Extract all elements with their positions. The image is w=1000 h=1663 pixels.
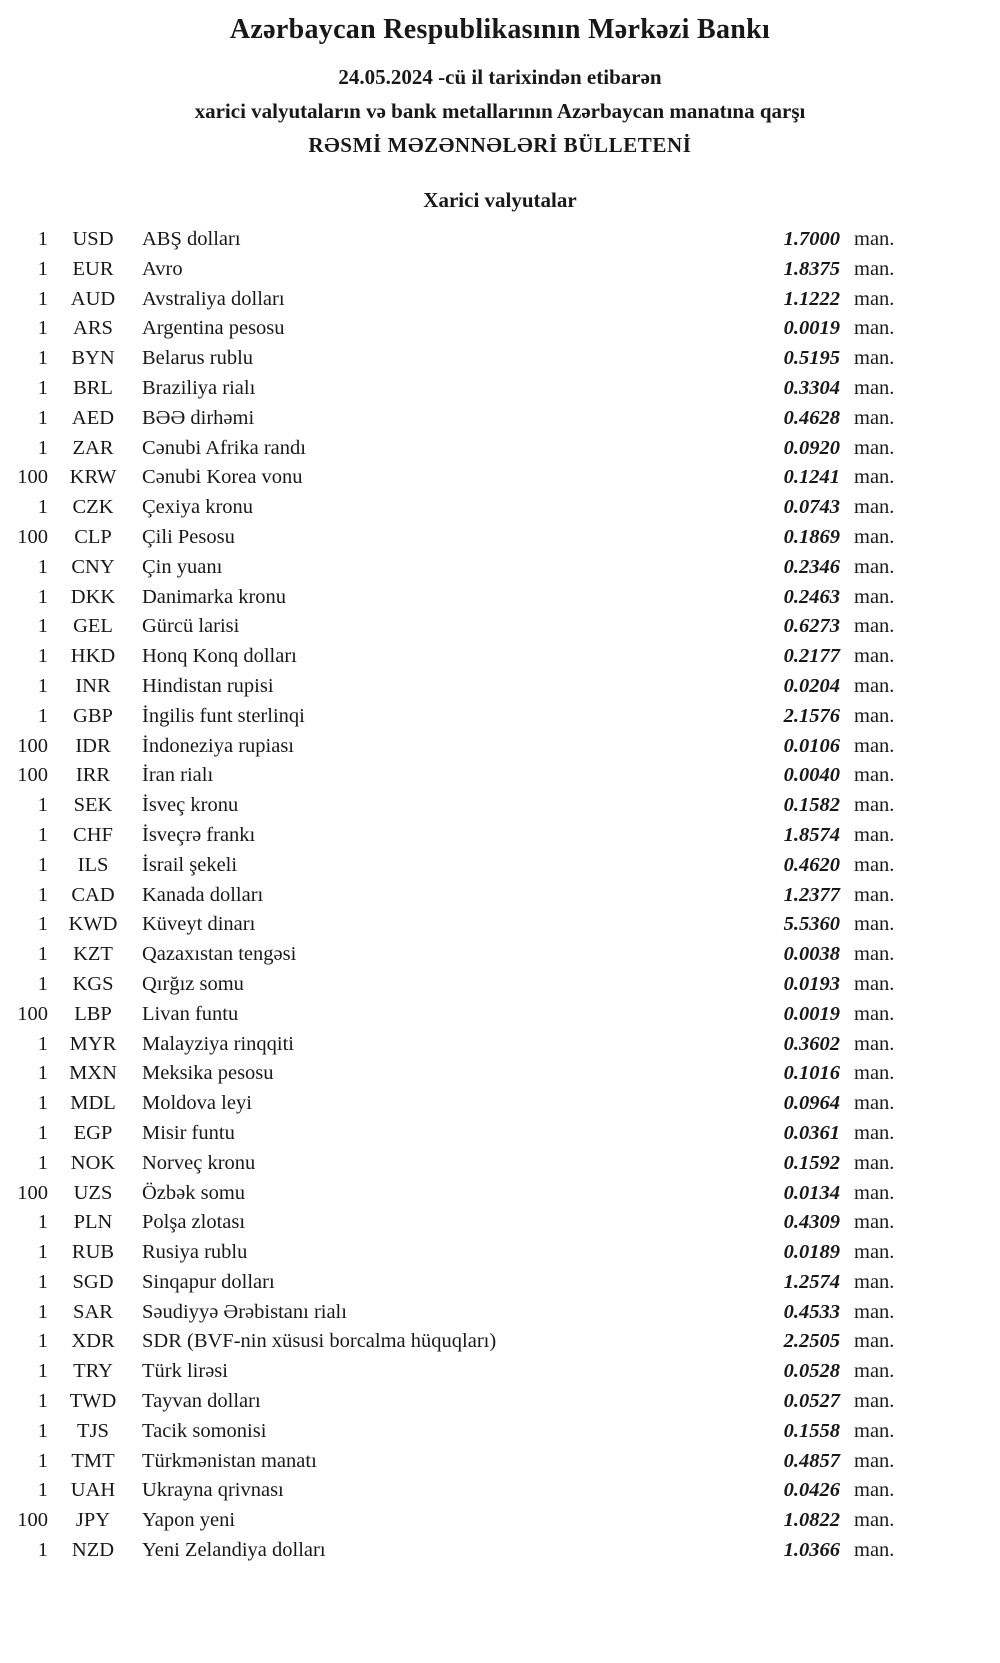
unit-label: man. [854,1062,895,1085]
currency-code: LBP [74,1002,112,1025]
rate-row [0,1417,910,1447]
unit-label: man. [854,913,895,936]
rate-value: 0.0528 [783,1360,840,1383]
subtitle: xarici valyutaların və bank metallarının Azərbaycan manatına qarşı [194,99,806,123]
rate-row [0,732,910,762]
currency-name: İsveçrə frankı [142,823,256,846]
currency-name: Gürcü larisi [142,615,240,638]
rate-value: 0.1582 [783,794,840,817]
currency-code: IDR [75,734,111,757]
currency-code: UAH [70,1479,116,1502]
rate-value: 0.6273 [783,615,840,638]
currency-quantity: 1 [37,913,48,936]
currency-code: KWD [68,913,118,936]
currency-quantity: 1 [37,1449,48,1472]
unit-label: man. [854,1241,895,1264]
rate-value: 0.0204 [783,674,840,697]
rate-value: 0.0040 [783,764,840,787]
unit-label: man. [854,585,895,608]
currency-quantity: 1 [37,1330,48,1353]
rate-value: 5.5360 [783,913,840,936]
unit-label: man. [854,1419,895,1442]
currency-name: Tayvan dolları [142,1390,261,1413]
rate-value: 0.4533 [783,1300,840,1323]
currency-code: IRR [75,764,111,787]
currency-name: Braziliya rialı [142,376,256,399]
currency-code: USD [72,228,114,250]
currency-quantity: 1 [37,615,48,638]
rate-row [0,612,910,642]
unit-label: man. [854,1539,895,1562]
rate-value: 0.2346 [783,555,840,578]
unit-label: man. [854,406,895,429]
rate-value: 0.1016 [783,1062,840,1085]
currency-code: XDR [71,1330,115,1353]
currency-name: Cənubi Korea vonu [142,466,303,489]
rate-value: 0.0964 [783,1092,840,1115]
unit-label: man. [854,1509,895,1532]
rate-row [0,434,910,464]
rate-value: 0.0920 [783,436,840,459]
currency-quantity: 1 [37,645,48,668]
currency-code: SEK [73,794,113,817]
rate-value: 1.1222 [783,287,840,310]
currency-code: SGD [72,1270,114,1293]
currency-code: AED [71,406,115,429]
rate-row [0,791,910,821]
rate-row [0,1089,910,1119]
currency-code: KZT [73,943,113,966]
currency-code: MXN [69,1062,117,1085]
currency-name: Çin yuanı [142,555,223,578]
currency-quantity: 1 [37,406,48,429]
unit-label: man. [854,853,895,876]
currency-name: İsveç kronu [142,794,239,817]
unit-label: man. [854,972,895,995]
currency-code: CZK [72,496,114,519]
rate-row [0,404,910,434]
currency-name: Küveyt dinarı [142,913,256,936]
currency-name: Rusiya rublu [142,1241,248,1264]
currency-code: UZS [73,1181,113,1204]
rate-value: 0.2177 [783,645,840,668]
rate-value: 0.0019 [783,1002,840,1025]
rate-row [0,1476,910,1506]
rate-row [0,493,910,523]
unit-label: man. [854,734,895,757]
currency-code: GBP [73,704,113,727]
currency-name: İndoneziya rupiası [142,734,294,757]
unit-label: man. [854,794,895,817]
rate-row [0,1357,910,1387]
unit-label: man. [854,1092,895,1115]
unit-label: man. [854,1330,895,1353]
unit-label: man. [854,704,895,727]
currency-name: Argentina pesosu [142,317,285,340]
currency-quantity: 1 [37,436,48,459]
currency-quantity: 100 [17,1181,48,1204]
unit-label: man. [854,823,895,846]
currency-name: Norveç kronu [142,1151,256,1174]
currency-quantity: 1 [37,1032,48,1055]
currency-name: Honq Konq dolları [142,645,297,668]
currency-quantity: 1 [37,1419,48,1442]
currency-name: Misir funtu [142,1121,235,1144]
currency-quantity: 1 [37,228,48,250]
rate-row [0,285,910,315]
currency-quantity: 1 [37,1270,48,1293]
currency-code: EGP [73,1121,113,1144]
rate-value: 1.0366 [783,1539,840,1562]
rate-row [0,1238,910,1268]
currency-quantity: 1 [37,1241,48,1264]
currency-quantity: 1 [37,287,48,310]
unit-label: man. [854,1002,895,1025]
currency-quantity: 1 [37,317,48,340]
currency-code: ILS [77,853,109,876]
currency-name: Belarus rublu [142,347,254,370]
currency-quantity: 1 [37,1539,48,1562]
rate-value: 0.0106 [783,734,840,757]
unit-label: man. [854,525,895,548]
rate-value: 0.0038 [783,943,840,966]
currency-name: Hindistan rupisi [142,674,274,697]
currency-name: Polşa zlotası [142,1211,246,1234]
date-line: 24.05.2024 -cü il tarixindən etibarən [338,65,662,89]
currency-quantity: 1 [37,972,48,995]
currency-name: Qırğız somu [142,972,244,995]
unit-label: man. [854,1449,895,1472]
rate-row [0,1119,910,1149]
rate-row [0,314,910,344]
rate-value: 0.0189 [783,1241,840,1264]
currency-code: TWD [69,1390,117,1413]
currency-name: İran rialı [142,764,214,787]
currency-quantity: 1 [37,1121,48,1144]
currency-name: Kanada dolları [142,883,264,906]
currency-quantity: 1 [37,1151,48,1174]
currency-name: Livan funtu [142,1002,239,1025]
currency-quantity: 1 [37,257,48,280]
unit-label: man. [854,674,895,697]
rate-row [0,851,910,881]
rate-value: 0.0361 [783,1121,840,1144]
rate-row [0,881,910,911]
currency-name: BƏƏ dirhəmi [142,406,255,429]
currency-name: Türkmənistan manatı [142,1449,317,1472]
rate-value: 0.0426 [783,1479,840,1502]
currency-code: CHF [73,823,113,846]
currency-name: ABŞ dolları [142,228,241,250]
unit-label: man. [854,1151,895,1174]
currency-quantity: 1 [37,376,48,399]
rate-row [0,1536,910,1566]
currency-quantity: 1 [37,496,48,519]
rate-value: 2.1576 [783,704,840,727]
currency-code: MYR [69,1032,117,1055]
currency-code: TRY [73,1360,113,1383]
unit-label: man. [854,436,895,459]
page-title: Azərbaycan Respublikasının Mərkəzi Bankı [229,14,771,45]
rate-value: 0.0743 [783,496,840,519]
currency-quantity: 1 [37,823,48,846]
unit-label: man. [854,1121,895,1144]
rate-value: 0.0134 [783,1181,840,1204]
currency-code: EUR [72,257,114,280]
rate-value: 0.4309 [783,1211,840,1234]
currency-code: NOK [70,1151,116,1174]
rate-value: 1.8375 [783,257,840,280]
currency-name: Ukrayna qrivnası [142,1479,284,1502]
currency-code: DKK [70,585,116,608]
currency-name: SDR (BVF-nin xüsusi borcalma hüquqları) [142,1330,497,1353]
currency-quantity: 1 [37,1092,48,1115]
rate-row [0,940,910,970]
unit-label: man. [854,347,895,370]
unit-label: man. [854,1270,895,1293]
currency-quantity: 1 [37,1211,48,1234]
unit-label: man. [854,228,895,250]
unit-label: man. [854,645,895,668]
currency-quantity: 100 [17,764,48,787]
currency-name: Tacik somonisi [142,1419,267,1442]
currency-code: TMT [71,1449,115,1472]
currency-code: TJS [77,1419,109,1442]
unit-label: man. [854,1390,895,1413]
currency-quantity: 1 [37,704,48,727]
rate-value: 1.2574 [783,1270,840,1293]
currency-name: Sinqapur dolları [142,1270,275,1293]
rate-value: 0.4620 [783,853,840,876]
rate-row [0,523,910,553]
currency-name: İsrail şekeli [142,853,238,876]
rate-row [0,374,910,404]
rate-row [0,970,910,1000]
rate-row [0,1387,910,1417]
rate-value: 0.2463 [783,585,840,608]
currency-code: AUD [70,287,116,310]
currency-code: CNY [71,555,115,578]
unit-label: man. [854,317,895,340]
currency-name: Cənubi Afrika randı [142,436,306,459]
currency-quantity: 1 [37,674,48,697]
currency-quantity: 1 [37,853,48,876]
rate-row [0,1000,910,1030]
currency-name: Səudiyyə Ərəbistanı rialı [142,1300,347,1323]
currency-code: INR [75,674,111,697]
currency-code: ZAR [72,436,114,459]
currency-quantity: 100 [17,1002,48,1025]
currency-name: Yapon yeni [142,1509,236,1532]
bulletin-title: RƏSMİ MƏZƏNNƏLƏRİ BÜLLETENİ [308,133,692,157]
unit-label: man. [854,496,895,519]
rate-value: 0.5195 [783,347,840,370]
rate-row [0,1506,910,1536]
rate-value: 0.3602 [783,1032,840,1055]
currency-quantity: 100 [17,1509,48,1532]
rate-row [0,910,910,940]
rate-row [0,1327,910,1357]
rate-value: 2.2505 [783,1330,840,1353]
rate-value: 1.0822 [783,1509,840,1532]
currency-code: RUB [71,1241,115,1264]
currency-code: CAD [71,883,115,906]
currency-name: Qazaxıstan tengəsi [142,943,297,966]
rate-value: 0.1869 [783,525,840,548]
rate-value: 0.0019 [783,317,840,340]
currency-code: MDL [70,1092,116,1115]
currency-quantity: 1 [37,347,48,370]
currency-name: Malayziya rinqqiti [142,1032,294,1055]
section-heading: Xarici valyutalar [423,188,577,212]
currency-quantity: 1 [37,555,48,578]
rate-row [0,463,910,493]
currency-quantity: 1 [37,883,48,906]
rate-row [0,1208,910,1238]
unit-label: man. [854,764,895,787]
rate-row [0,344,910,374]
rate-value: 0.1592 [783,1151,840,1174]
rate-row [0,1030,910,1060]
rate-row [0,761,910,791]
currency-quantity: 100 [17,734,48,757]
currency-name: Türk lirəsi [142,1360,228,1383]
unit-label: man. [854,257,895,280]
rate-row [0,672,910,702]
unit-label: man. [854,1211,895,1234]
currency-code: NZD [71,1539,115,1562]
currency-name: Çili Pesosu [142,525,235,548]
rate-row [0,255,910,285]
rate-row [0,642,910,672]
currency-quantity: 1 [37,794,48,817]
currency-code: ARS [73,317,113,340]
rate-row [0,1447,910,1477]
unit-label: man. [854,1032,895,1055]
rate-row [0,821,910,851]
rate-row [0,1268,910,1298]
currency-name: Yeni Zelandiya dolları [142,1539,326,1562]
currency-quantity: 1 [37,1360,48,1383]
currency-name: Danimarka kronu [142,585,287,608]
unit-label: man. [854,1479,895,1502]
unit-label: man. [854,1360,895,1383]
rate-row [0,1298,910,1328]
unit-label: man. [854,943,895,966]
currency-quantity: 100 [17,466,48,489]
currency-quantity: 1 [37,943,48,966]
currency-name: Çexiya kronu [142,496,254,519]
rate-value: 1.2377 [783,883,840,906]
rate-value: 1.7000 [783,228,840,250]
rate-row [0,225,910,255]
rate-value: 0.0193 [783,972,840,995]
currency-name: Özbək somu [142,1181,246,1204]
currency-quantity: 1 [37,585,48,608]
unit-label: man. [854,376,895,399]
unit-label: man. [854,883,895,906]
rate-value: 0.1558 [783,1419,840,1442]
currency-name: Avro [142,257,183,280]
rate-value: 0.4628 [783,406,840,429]
unit-label: man. [854,555,895,578]
currency-quantity: 100 [17,525,48,548]
currency-quantity: 1 [37,1390,48,1413]
rate-row [0,1179,910,1209]
rates-table [0,225,910,1566]
rate-row [0,702,910,732]
currency-code: HKD [70,645,116,668]
rate-row [0,553,910,583]
rate-value: 0.3304 [783,376,840,399]
currency-name: İngilis funt sterlinqi [142,704,305,727]
rate-value: 1.8574 [783,823,840,846]
unit-label: man. [854,1181,895,1204]
currency-quantity: 1 [37,1062,48,1085]
currency-code: BRL [73,376,113,399]
rate-row [0,583,910,613]
currency-code: BYN [71,347,115,370]
currency-name: Avstraliya dolları [142,287,285,310]
currency-code: GEL [73,615,113,638]
currency-name: Meksika pesosu [142,1062,274,1085]
currency-code: JPY [75,1509,111,1532]
rate-value: 0.0527 [783,1390,840,1413]
currency-code: PLN [73,1211,113,1234]
currency-name: Moldova leyi [142,1092,252,1115]
rate-value: 0.1241 [783,466,840,489]
unit-label: man. [854,287,895,310]
currency-code: KRW [69,466,117,489]
rate-value: 0.4857 [783,1449,840,1472]
currency-quantity: 1 [37,1479,48,1502]
currency-code: SAR [73,1300,113,1323]
rate-row [0,1149,910,1179]
currency-quantity: 1 [37,1300,48,1323]
currency-code: CLP [74,525,112,548]
unit-label: man. [854,615,895,638]
unit-label: man. [854,466,895,489]
currency-code: KGS [72,972,114,995]
rate-row [0,1059,910,1089]
unit-label: man. [854,1300,895,1323]
